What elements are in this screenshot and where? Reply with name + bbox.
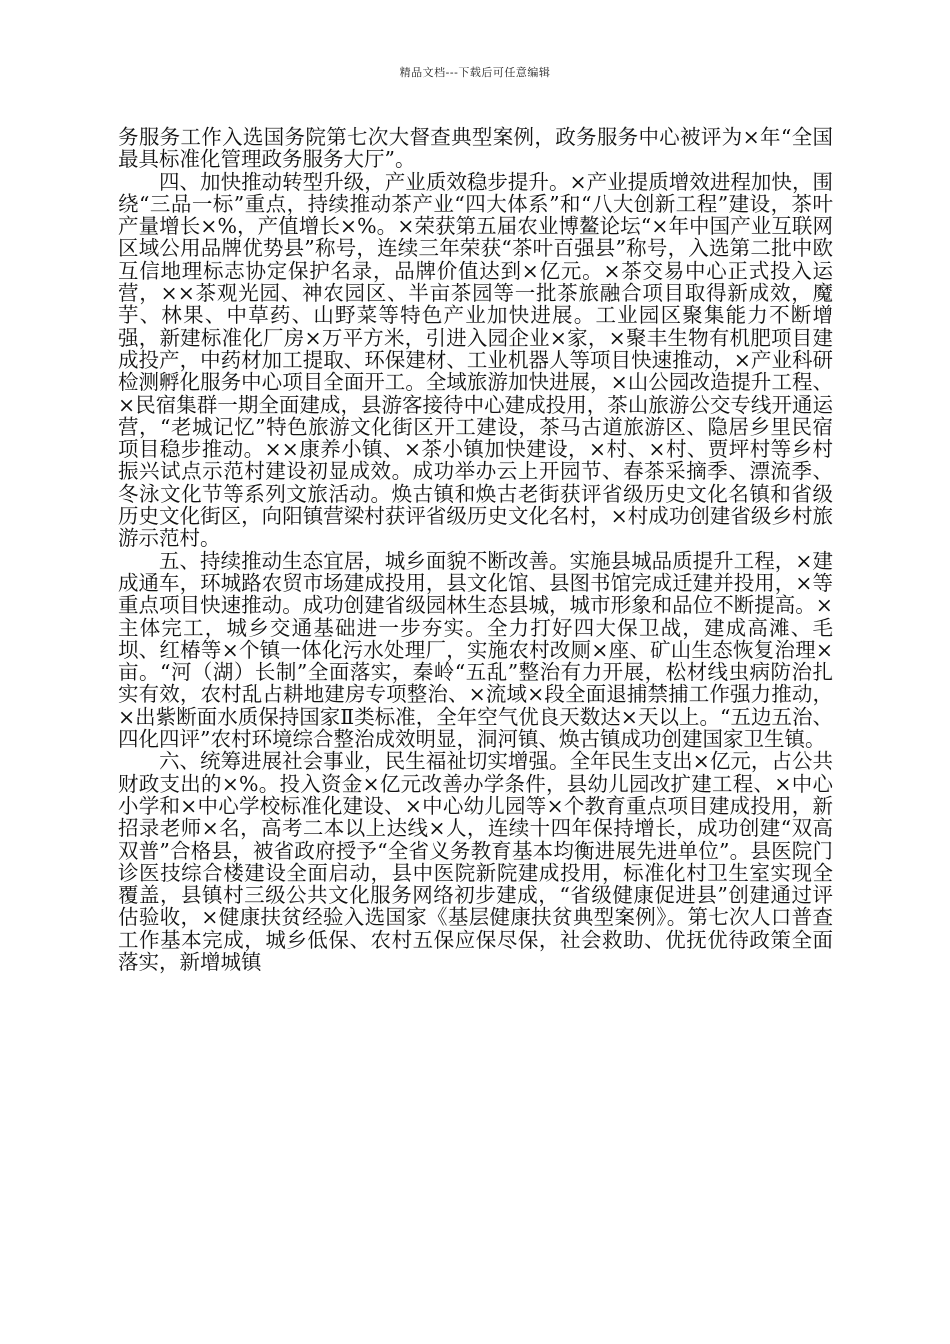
paragraph-section-six: 六、统筹进展社会事业，民生福祉切实增强。全年民生支出×亿元，占公共财政支出的×%。投入资金×亿元改善办学条件，县幼儿园改扩建工程、×中心小学和×中心学校标准化建设、×中心幼儿园等×个教育重点项目建成投用，新招录老师×名，高考二本以上达线×人，连续十四年保持增长，成功创建“双高双普”合格县，被省政府授予“全省义务教育基本均衡进展先进单位”。县医院门诊医技综合楼建设全面启动，县中医院新院建成投用，标准化村卫生室实现全覆盖，县镇村三级公共文化服务网络初步建成，“省级健康促进县”创建通过评估验收，×健康扶贫经验入选国家《基层健康扶贫典型案例》。第七次人口普查工作基本完成，城乡低保、农村五保应保尽保，社会救助、优抚优待政策全面落实，新增城镇 — [118, 749, 833, 974]
page-header: 精品文档---下载后可任意编辑 — [399, 66, 551, 79]
paragraph-section-four: 四、加快推动转型升级，产业质效稳步提升。×产业提质增效进程加快，围绕“三品一标”重点，持续推动茶产业“四大体系”和“八大创新工程”建设，茶叶产量增长×%，产值增长×%。×荣获第五届农业博鳌论坛“×年中国产业互联网区域公用品牌优势县”称号，连续三年荣获“茶叶百强县”称号，入选第二批中欧互信地理标志协定保护名录，品牌价值达到×亿元。×茶交易中心正式投入运营，××茶观光园、神农园区、半亩茶园等一批茶旅融合项目取得新成效，魔芋、林果、中草药、山野菜等特色产业加快进展。工业园区聚集能力不断增强，新建标准化厂房×万平方米，引进入园企业×家，×聚丰生物有机肥项目建成投产，中药材加工提取、环保建材、工业机器人等项目快速推动，×产业科研检测孵化服务中心项目全面开工。全域旅游加快进展，×山公园改造提升工程、×民宿集群一期全面建成，县游客接待中心建成投用，茶山旅游公交专线开通运营，“老城记忆”特色旅游文化街区开工建设，茶马古道旅游区、隐居乡里民宿项目稳步推动。××康养小镇、×茶小镇加快建设，×村、×村、贾坪村等乡村振兴试点示范村建设初显成效。成功举办云上开园节、春茶采摘季、漂流季、冬泳文化节等系列文旅活动。焕古镇和焕古老街获评省级历史文化名镇和省级历史文化街区，向阳镇营梁村获评省级历史文化名村，×村成功创建省级乡村旅游示范村。 — [118, 169, 833, 551]
document-body — [118, 126, 833, 973]
paragraph-continuation: 务服务工作入选国务院第七次大督查典型案例，政务服务中心被评为×年“全国最具标准化管理政务服务大厅”。 — [118, 125, 833, 172]
paragraph-section-five: 五、持续推动生态宜居，城乡面貌不断改善。实施县城品质提升工程，×建成通车，环城路农贸市场建成投用，县文化馆、县图书馆完成迁建并投用，×等重点项目快速推动。成功创建省级园林生态县城，城市形象和品位不断提高。×主体完工，城乡交通基础进一步夯实。全力打好四大保卫战，建成高滩、毛坝、红椿等×个镇一体化污水处理厂，实施农村改厕×座、矿山生态恢复治理×亩。“河（湖）长制”全面落实，秦岭“五乱”整治有力开展，松材线虫病防治扎实有效，农村乱占耕地建房专项整治、×流域×段全面退捕禁捕工作强力推动，×出紫断面水质保持国家Ⅱ类标准，全年空气优良天数达×天以上。“五边五治、四化四评”农村环境综合整治成效明显，洞河镇、焕古镇成功创建国家卫生镇。 — [118, 548, 833, 752]
